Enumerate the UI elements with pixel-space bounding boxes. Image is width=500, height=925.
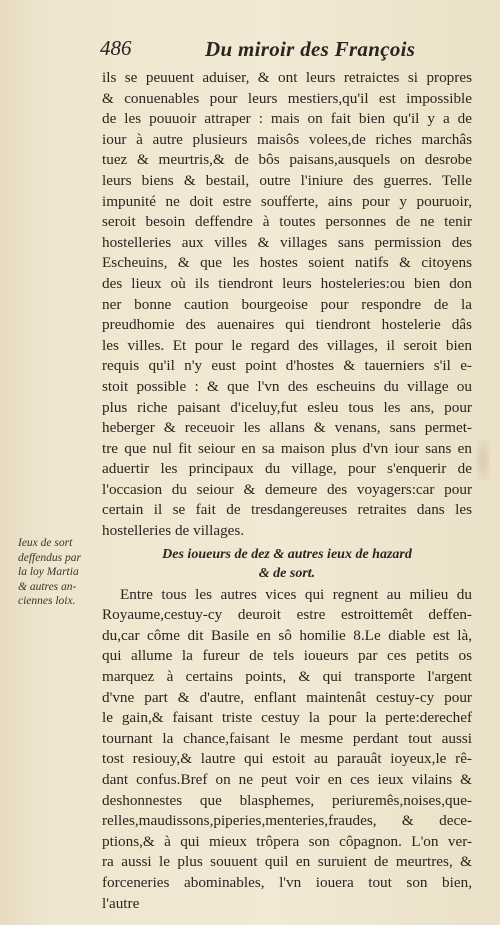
text-line: leurs biens & bestail, outre l'iniure des guerres. Telle <box>102 171 472 189</box>
text-line: ner bonne caution bourgeoise pour respondre de la <box>102 295 472 313</box>
text-line: tost resiouy,& lautre qui estoit au parauât ioyeux,le rê- <box>102 750 472 768</box>
text-line: heberger & receuoir les allans & venans, sans permet- <box>102 419 472 437</box>
text-line: deshonnestes que blasphemes, periuremês,noises,que- <box>102 791 472 809</box>
section-heading <box>102 545 472 583</box>
text-line: impunité ne doit estre soufferte, ains pour y pouruoir, <box>102 192 472 210</box>
text-line: iour à autre plusieurs maisôs volees,de riches marchâs <box>102 130 472 148</box>
page-header <box>0 36 500 66</box>
text-line: forceneries abominables, l'vn iouera tout son bien, <box>102 873 472 891</box>
text-line: qui allume la fureur de tels ioueurs par ces petits os <box>102 647 472 665</box>
text-line: dant confus.Bref on ne peut voir en ces ieux vilains & <box>102 771 472 788</box>
catchword: l'autre <box>102 894 140 912</box>
running-title: Du miroir des François <box>205 37 416 61</box>
text-line: Entre tous les autres vices qui regnent au milieu du <box>120 585 472 603</box>
text-line: ptions,& à qui mieux trôpera son côpagnon. L'on ver- <box>102 832 472 850</box>
text-line: les villes. Et pour le regard des villages, il seroit bien <box>102 336 472 354</box>
text-line: des lieux où ils tiendront leurs hosteleries:ou bien don <box>102 274 472 292</box>
text-line: de les pouuoir attraper : mais on fait bien qu'il y a de <box>102 110 472 128</box>
section-heading-line: & de sort. <box>258 565 316 581</box>
paragraph-hostelleries <box>102 68 472 542</box>
text-line: preudhomie des auenaires qui tiendront hostelerie dâs <box>102 316 472 334</box>
text-line: plus riche paisant d'iceluy,fut esleu tous les ans, pour <box>102 398 472 416</box>
page-number: 486 <box>100 36 132 60</box>
text-line: hostelleries aux villes & villages sans permission des <box>102 233 472 251</box>
text-line: du,car côme dit Basile en sô homilie 8.Le diable est là, <box>102 626 472 644</box>
text-line: Escheuins, & que les hostes soient natifs & citoyens <box>102 254 472 272</box>
text-line: ra aussi le plus souuent quil en suruient de meurtres, & <box>102 853 472 871</box>
margin-note-line: ciennes loix. <box>18 595 76 607</box>
margin-note-line: la loy Martia <box>18 566 79 578</box>
text-line: tre que nul fit seiour en sa maison plus d'vn iour sans en <box>102 439 472 457</box>
text-line: relles,maudissons,piperies,menteries,fraudes, & dece- <box>102 812 472 830</box>
text-line: d'vne part & d'autre, enflant maintenât cestuy-cy pour <box>102 688 472 706</box>
text-line: marquez à certains points, & qui transporte l'argent <box>102 668 472 686</box>
paper-stain <box>476 440 490 480</box>
text-line: seroit besoin deffendre à toutes personnes de ne tenir <box>102 213 472 231</box>
section-heading-line: Des ioueurs de dez & autres ieux de hazard <box>162 546 412 562</box>
text-line: & conuenables pour leurs mestiers,qu'il est impossible <box>102 89 472 107</box>
paragraph-ieux <box>102 585 472 915</box>
text-line: le gain,& faisant triste cestuy la pour la perte:derechef <box>102 709 472 727</box>
text-line: tuez & meurtris,& de bôs paisans,ausquels on desrobe <box>102 151 472 169</box>
text-line: l'occasion du seiour & demeure des voyagers:car pour <box>102 480 472 498</box>
text-block <box>102 68 472 914</box>
margin-note <box>18 536 102 609</box>
margin-note-line: deffendus par <box>18 551 81 564</box>
text-line: stoit possible : & que l'vn des escheuins du village ou <box>102 377 472 395</box>
text-line: aduertir les principaux du village, pour s'enquerir de <box>102 460 472 478</box>
text-line: tournant la chance,faisant le mesme perdant tout aussi <box>102 729 472 747</box>
text-line: requis qu'il n'y eust point d'hostes & tauerniers s'il e- <box>102 357 472 375</box>
text-line: hostelleries de villages. <box>102 522 245 540</box>
margin-note-line: & autres an- <box>18 580 77 593</box>
text-line: ils se peuuent aduiser, & ont leurs retraictes si propres <box>102 69 472 86</box>
margin-note-line: Ieux de sort <box>18 537 73 549</box>
text-line: certain il se fait de tresdangereuses retraites dans les <box>102 501 472 519</box>
text-line: Royaume,cestuy-cy deuroit estre estroittemêt deffen- <box>102 606 472 624</box>
